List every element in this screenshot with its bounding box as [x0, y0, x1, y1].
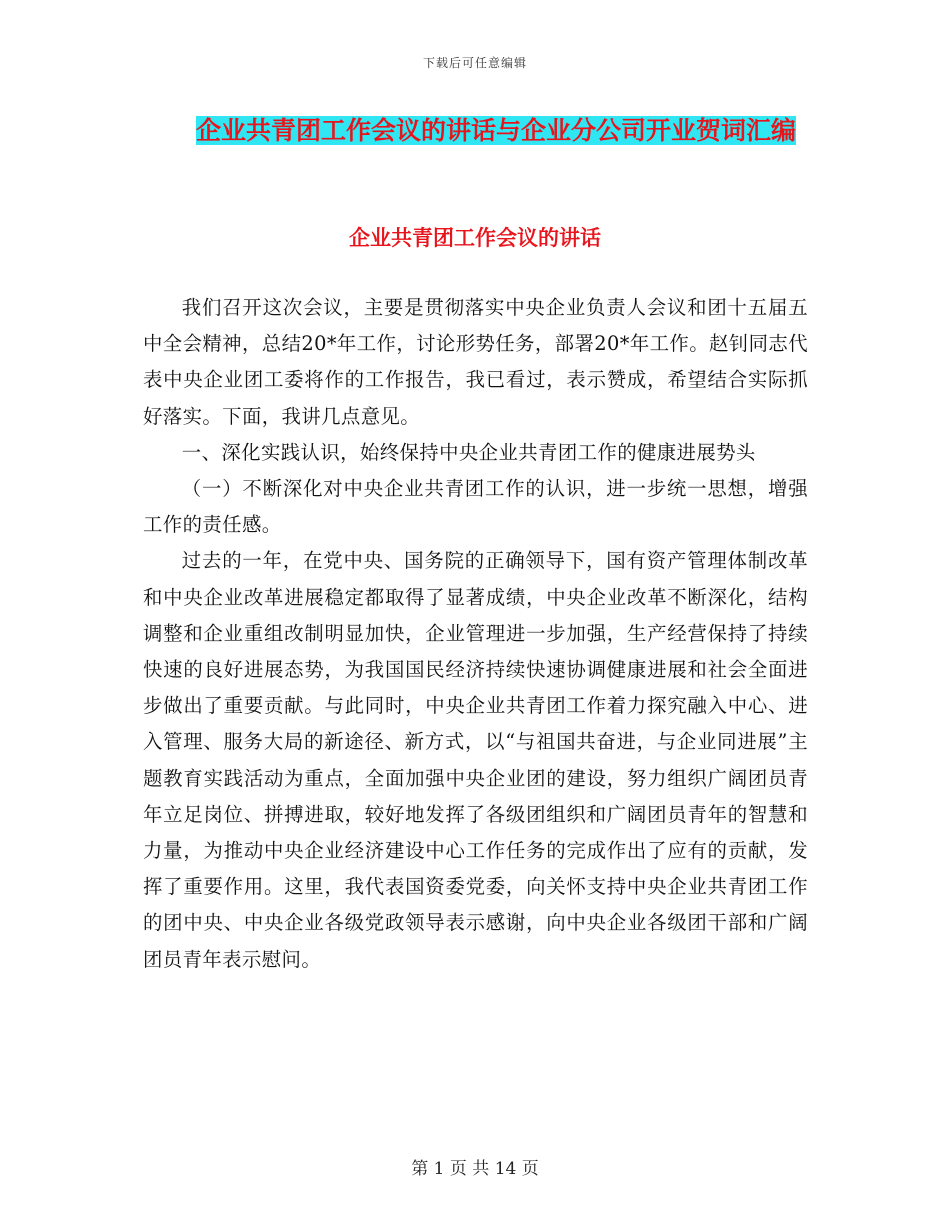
- section-title: 企业共青团工作会议的讲话: [349, 226, 601, 250]
- page-number: 第 1 页 共 14 页: [411, 1159, 539, 1179]
- paragraph-intro: 我们召开这次会议，主要是贯彻落实中央企业负责人会议和团十五届五中全会精神，总结20*年工作，讨论形势任务，部署20*年工作。赵钊同志代表中央企业团工委将作的工作报告，我已看过，表示赞成，希望结合实际抓好落实。下面，我讲几点意见。: [143, 296, 808, 428]
- paragraph-heading-1: 一、深化实践认识，始终保持中央企业共青团工作的健康进展势头: [181, 440, 756, 464]
- document-title: [186, 108, 806, 154]
- document-title-text: 企业共青团工作会议的讲话与企业分公司开业贺词汇编: [195, 116, 796, 145]
- body-text: [143, 290, 808, 978]
- paragraph-review: 过去的一年，在党中央、国务院的正确领导下，国有资产管理体制改革和中央企业改革进展稳定都取得了显著成绩，中央企业改革不断深化，结构调整和企业重组改制明显加快，企业管理进一步加强，生产经营保持了持续快速的良好进展态势，为我国国民经济持续快速协调健康进展和社会全面进步做出了重要贡献。与此同时，中央企业共青团工作着力探究融入中心、进入管理、服务大局的新途径、新方式，以“与祖国共奋进，与企业同进展”主题教育实践活动为重点，全面加强中央企业团的建设，努力组织广阔团员青年立足岗位、拼搏进取，较好地发挥了各级团组织和广阔团员青年的智慧和力量，为推动中央企业经济建设中心工作任务的完成作出了应有的贡献，发挥了重要作用。这里，我代表国资委党委，向关怀支持中央企业共青团工作的团中央、中央企业各级党政领导表示感谢，向中央企业各级团干部和广阔团员青年表示慰问。: [143, 549, 808, 971]
- page-header-note: 下载后可任意编辑: [422, 56, 527, 70]
- paragraph-subheading-1: （一）不断深化对中央企业共青团工作的认识，进一步统一思想，增强工作的责任感。: [143, 477, 808, 537]
